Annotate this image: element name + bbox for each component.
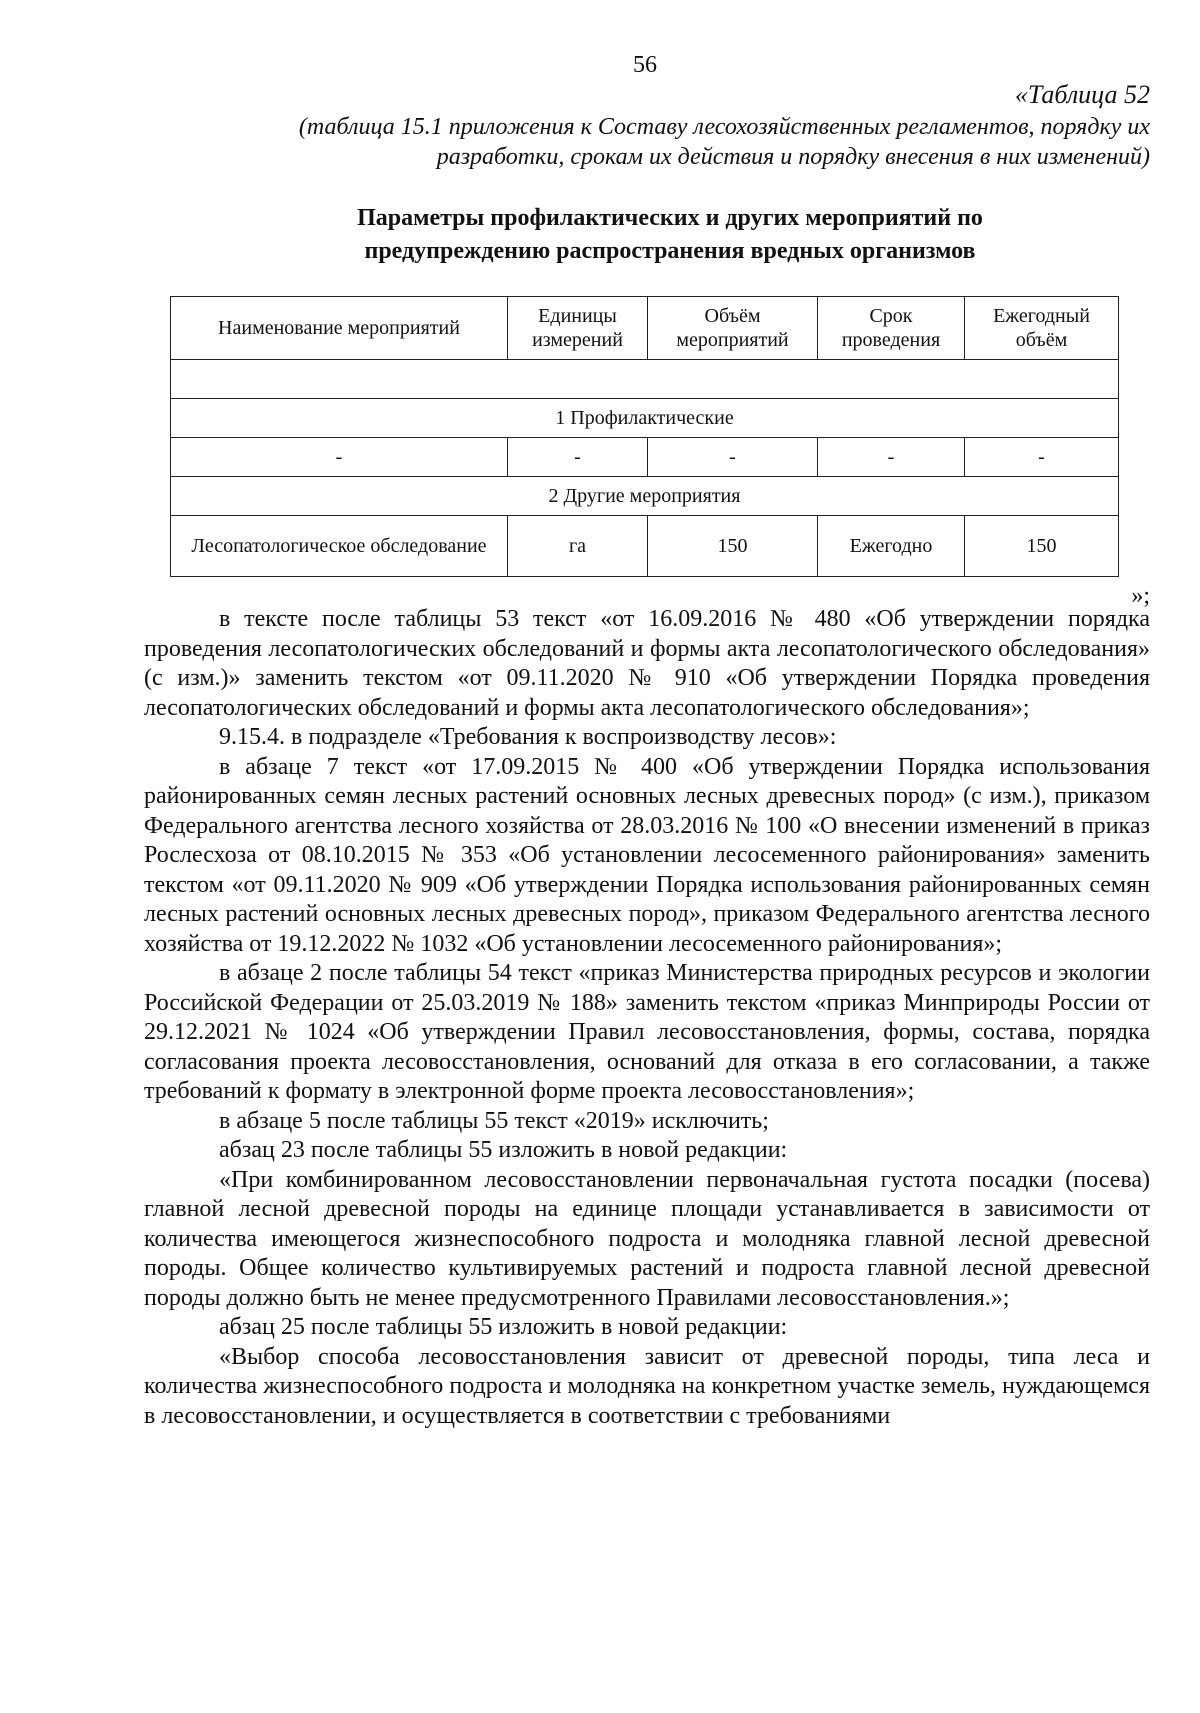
document-body <box>144 605 1150 1431</box>
table-cell: - <box>171 438 508 477</box>
header-cell: Объём мероприятий <box>648 297 818 360</box>
table-cell: - <box>818 438 965 477</box>
section-cell: 2 Другие мероприятия <box>171 477 1119 516</box>
table-header-row <box>171 297 1119 360</box>
paragraph: в тексте после таблицы 53 текст «от 16.09.2016 № 480 «Об утверждении порядка проведения лесопатологических обследований и формы акта лесопатологического обследования» (с изм.)» заменить текстом «от 09.11.2020 № 910 «Об утверждении Порядка проведения лесопатологических обследований и формы акта лесопатологического обследования»; <box>144 606 1150 721</box>
header-cell: Срок проведения <box>818 297 965 360</box>
table-row <box>171 438 1119 477</box>
table-cell: Лесопатологическое обследование <box>171 516 508 577</box>
page-number: 56 <box>633 52 657 78</box>
header-cell: Единицы измерений <box>508 297 648 360</box>
table-cell: Ежегодно <box>818 516 965 577</box>
table-cell: 150 <box>648 516 818 577</box>
table-label: «Таблица 52 <box>1014 80 1150 109</box>
paragraph: 9.15.4. в подразделе «Требования к воспроизводству лесов»: <box>219 724 837 750</box>
header-cell: Наименование мероприятий <box>171 297 508 360</box>
table-empty-row <box>171 360 1119 399</box>
paragraph: абзац 23 после таблицы 55 изложить в новой редакции: <box>219 1137 788 1163</box>
table-cell: - <box>648 438 818 477</box>
paragraph: в абзаце 5 после таблицы 55 текст «2019» исключить; <box>219 1107 769 1134</box>
table-cell: 150 <box>965 516 1119 577</box>
empty-cell <box>171 360 1119 399</box>
title-line-2: предупреждению распространения вредных организмов <box>364 238 976 264</box>
table-subtitle: (таблица 15.1 приложения к Составу лесохозяйственных регламентов, порядку их разработки, срокам их действия и порядку внесения в них изменений) <box>298 114 1150 170</box>
table-row <box>171 516 1119 577</box>
paragraph: абзац 25 после таблицы 55 изложить в новой редакции: <box>219 1314 788 1340</box>
table-cell: - <box>508 438 648 477</box>
table-section-row <box>171 399 1119 438</box>
table-cell: - <box>965 438 1119 477</box>
paragraph: «Выбор способа лесовосстановления зависит от древесной породы, типа леса и количества жизнеспособного подроста и молодняка на конкретном участке земель, нуждающемся в лесовосстановлении, и осуществляется в соответствии с требованиями <box>144 1343 1150 1429</box>
paragraph: в абзаце 7 текст «от 17.09.2015 № 400 «Об утверждении Порядка использования районированных семян лесных растений основных лесных древесных пород» (с изм.), приказом Федерального агентства лесного хозяйства от 28.03.2016 № 100 «О внесении изменений в приказ Рослесхоза от 08.10.2015 № 353 «Об установлении лесосеменного районирования» заменить текстом «от 09.11.2020 № 909 «Об утверждении Порядка использования районированных семян лесных растений основных лесных древесных пород», приказом Федерального агентства лесного хозяйства от 19.12.2022 № 1032 «Об установлении лесосеменного районирования»; <box>144 753 1150 957</box>
paragraph: «При комбинированном лесовосстановлении первоначальная густота посадки (посева) главной лесной древесной породы на единице площади устанавливается в зависимости от количества имеющегося жизнеспособного подроста и молодняка главной лесной древесной породы. Общее количество культивируемых растений и подроста главной лесной древесной породы должно быть не менее предусмотренного Правилами лесовосстановления.»; <box>144 1166 1150 1311</box>
parameters-table <box>170 296 1119 577</box>
paragraph: в абзаце 2 после таблицы 54 текст «приказ Министерства природных ресурсов и экологии Российской Федерации от 25.03.2019 № 188» заменить текстом «приказ Минприроды России от 29.12.2021 № 1024 «Об утверждении Правил лесовосстановления, формы, состава, порядка согласования проекта лесовосстановления, оснований для отказа в его согласовании, а также требований к формату в электронной форме проекта лесовосстановления»; <box>144 960 1150 1104</box>
section-cell: 1 Профилактические <box>171 399 1119 438</box>
table-title <box>140 202 1200 268</box>
close-quote: »; <box>1131 583 1150 609</box>
header-cell: Ежегодный объём <box>965 297 1119 360</box>
table-section-row <box>171 477 1119 516</box>
title-line-1: Параметры профилактических и других мероприятий по <box>357 205 983 231</box>
table-cell: га <box>508 516 648 577</box>
